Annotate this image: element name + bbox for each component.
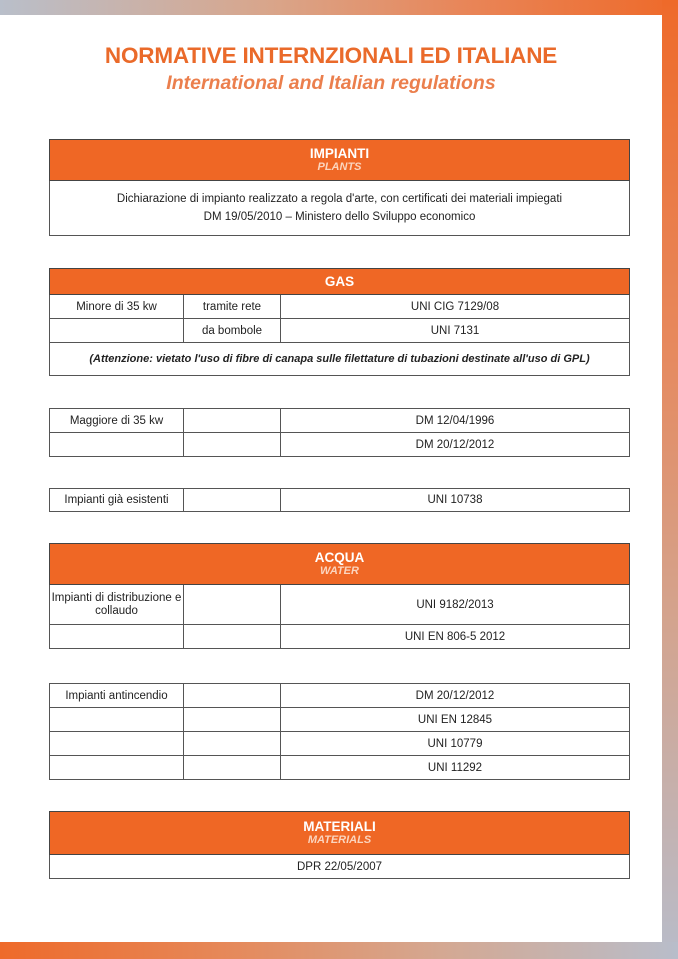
decorative-band-top xyxy=(0,0,678,15)
category-cell: Impianti già esistenti xyxy=(50,489,184,512)
type-cell xyxy=(184,625,281,649)
category-cell xyxy=(50,319,184,343)
antincendio-table xyxy=(49,683,630,780)
category-cell: Maggiore di 35 kw xyxy=(50,409,184,433)
table-row xyxy=(50,708,630,732)
norm-cell: UNI 11292 xyxy=(281,756,630,780)
acqua-table xyxy=(49,543,630,649)
category-cell: Impianti antincendio xyxy=(50,684,184,708)
type-cell xyxy=(184,433,281,457)
materiali-title: MATERIALI xyxy=(303,819,376,834)
table-row xyxy=(50,756,630,780)
page-subtitle: International and Italian regulations xyxy=(166,72,496,94)
table-row xyxy=(50,319,630,343)
impianti-line-1: Dichiarazione di impianto realizzato a regola d'arte, con certificati dei materiali impiegati xyxy=(116,193,563,205)
materiali-subtitle: MATERIALS xyxy=(307,834,372,846)
norm-cell: DM 20/12/2012 xyxy=(281,684,630,708)
gas-title: GAS xyxy=(324,273,355,289)
impianti-table xyxy=(49,139,630,236)
type-cell xyxy=(184,489,281,512)
norm-cell: UNI CIG 7129/08 xyxy=(281,295,630,319)
norm-cell: DPR 22/05/2007 xyxy=(50,855,630,879)
table-row xyxy=(50,409,630,433)
table-row xyxy=(50,433,630,457)
impianti-body xyxy=(50,181,630,236)
norm-cell: UNI 10738 xyxy=(281,489,630,512)
impianti-line-2: DM 19/05/2010 – Ministero dello Sviluppo economico xyxy=(203,211,476,223)
decorative-band-right xyxy=(662,0,678,959)
table-row xyxy=(50,295,630,319)
norm-cell: UNI EN 12845 xyxy=(281,708,630,732)
table-row xyxy=(50,625,630,649)
norm-cell: DM 12/04/1996 xyxy=(281,409,630,433)
materiali-header xyxy=(50,812,630,855)
materiali-table xyxy=(49,811,630,879)
category-cell xyxy=(50,756,184,780)
gas-note-row xyxy=(50,343,630,376)
gas-header xyxy=(50,269,630,295)
type-cell: da bombole xyxy=(184,319,281,343)
page-title: NORMATIVE INTERNZIONALI ED ITALIANE xyxy=(104,43,558,68)
category-cell: Impianti di distribuzione e collaudo xyxy=(50,585,184,625)
gas-existing-table xyxy=(49,488,630,512)
norm-cell: UNI EN 806-5 2012 xyxy=(281,625,630,649)
norm-cell: DM 20/12/2012 xyxy=(281,433,630,457)
impianti-subtitle: PLANTS xyxy=(317,161,362,173)
category-cell xyxy=(50,433,184,457)
gas-large-table xyxy=(49,408,630,457)
acqua-header xyxy=(50,544,630,585)
type-cell xyxy=(184,585,281,625)
gas-table xyxy=(49,268,630,376)
norm-cell: UNI 9182/2013 xyxy=(281,585,630,625)
category-cell: Minore di 35 kw xyxy=(50,295,184,319)
impianti-title: IMPIANTI xyxy=(309,146,370,161)
type-cell xyxy=(184,684,281,708)
table-row xyxy=(50,489,630,512)
table-row xyxy=(50,855,630,879)
impianti-header xyxy=(50,140,630,181)
type-cell: tramite rete xyxy=(184,295,281,319)
table-row xyxy=(50,684,630,708)
type-cell xyxy=(184,409,281,433)
norm-cell: UNI 7131 xyxy=(281,319,630,343)
gas-warning-note: (Attenzione: vietato l'uso di fibre di canapa sulle filettature di tubazioni destinate all'uso di GPL) xyxy=(50,343,630,376)
norm-cell: UNI 10779 xyxy=(281,732,630,756)
type-cell xyxy=(184,732,281,756)
acqua-title: ACQUA xyxy=(314,550,365,565)
acqua-subtitle: WATER xyxy=(320,565,359,577)
type-cell xyxy=(184,708,281,732)
table-row xyxy=(50,732,630,756)
category-cell xyxy=(50,732,184,756)
table-row xyxy=(50,585,630,625)
decorative-band-bottom xyxy=(0,942,678,959)
category-cell xyxy=(50,625,184,649)
type-cell xyxy=(184,756,281,780)
category-cell xyxy=(50,708,184,732)
